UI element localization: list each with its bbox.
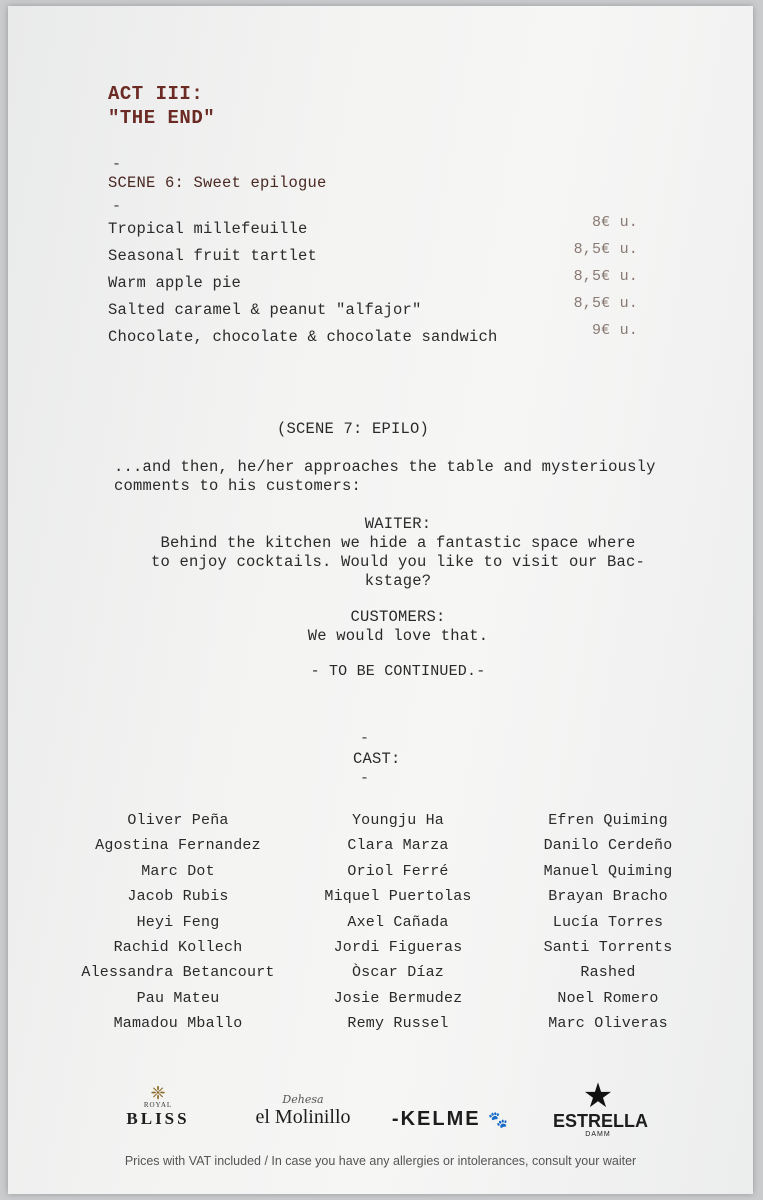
menu-item-price: 8,5€ u. [573,295,638,312]
cast-member: Remy Russel [347,1015,449,1033]
act-title-line1: ACT III: [108,83,204,105]
cast-member: Jacob Rubis [127,888,229,906]
cast-title: CAST: [353,750,401,768]
dehesa-el-molinillo-logo [248,1094,358,1128]
to-be-continued: - TO BE CONTINUED.- [310,663,486,680]
cast-member: Clara Marza [347,837,449,855]
divider-dash: - [112,198,122,215]
cast-member: Brayan Bracho [548,888,668,906]
cast-member: Jordi Figueras [333,939,463,957]
cast-column [498,808,718,1037]
estrella-logo-text: ESTRELLA [553,1111,649,1131]
waiter-line: to enjoy cocktails. Would you like to visit our Bac- [150,553,646,571]
menu-item [108,322,648,355]
menu-item-price: 8,5€ u. [573,268,638,285]
cast-member: Alessandra Betancourt [81,964,275,982]
crest-icon: ❈ [150,1083,166,1103]
cast-member: Marc Dot [141,862,215,880]
dehesa-logo-text: el Molinillo [255,1106,351,1128]
menu-item [108,214,648,247]
cast-member: Youngju Ha [351,812,444,829]
kelme-logo-text: KELME [400,1108,481,1130]
sponsor-logos [8,1077,753,1146]
cast-member: Mamadou Mballo [113,1015,243,1033]
waiter-line: Behind the kitchen we hide a fantastic space where [160,534,636,552]
menu-item-name: Chocolate, chocolate & chocolate sandwich [108,328,498,346]
royal-bliss-logo [118,1083,198,1128]
cast-column [288,808,508,1037]
menu-item [108,241,648,274]
menu-item-price: 9€ u. [591,322,638,339]
cast-member: Axel Cañada [347,913,449,931]
waiter-line: kstage? [364,572,432,590]
menu-item-price: 8€ u. [591,214,638,231]
cast-list [68,808,708,1038]
scene6-title: SCENE 6: Sweet epilogue [108,174,327,192]
royal-bliss-logo-small-text: ROYAL [143,1101,173,1109]
menu-item [108,295,648,328]
cast-member: Òscar Díaz [351,964,444,982]
scene7-title: (SCENE 7: EPILO) [276,420,430,438]
cast-member: Pau Mateu [136,989,220,1007]
royal-bliss-logo-text: BLISS [126,1109,190,1128]
act-title-line2: "THE END" [108,107,216,129]
cast-member: Heyi Feng [136,913,220,931]
divider-dash: - [360,730,370,747]
cast-column [68,808,288,1037]
cast-member: Oliver Peña [127,812,229,829]
cast-member: Rachid Kollech [113,939,243,957]
customers-dialogue: We would love that. [307,627,489,645]
kelme-logo-dash: - [391,1108,401,1130]
menu-item-name: Tropical millefeuille [108,220,308,238]
customers-label: CUSTOMERS: [350,608,446,626]
menu-item [108,268,648,301]
divider-dash: - [360,770,370,787]
cast-member: Santi Torrents [543,939,673,957]
cast-member: Noel Romero [557,989,659,1007]
menu-item-name: Seasonal fruit tartlet [108,247,318,265]
estrella-damm-logo [553,1077,649,1139]
cast-member: Josie Bermudez [333,989,463,1007]
act-title [108,82,215,130]
menu-item-name: Warm apple pie [108,274,242,292]
cast-member: Miquel Puertolas [324,888,472,906]
footer-note: Prices with VAT included / In case you have any allergies or intolerances, consult your waiter [124,1154,637,1168]
menu-item-price: 8,5€ u. [573,241,638,258]
cast-member: Efren Quiming [548,812,668,829]
dessert-menu [108,214,648,355]
cast-member: Marc Oliveras [548,1015,668,1033]
waiter-dialogue [68,534,728,591]
menu-item-name: Salted caramel & peanut "alfajor" [108,301,422,319]
cast-member: Agostina Fernandez [95,837,261,855]
estrella-logo-small-text: DAMM [585,1131,611,1138]
menu-page [8,6,753,1194]
waiter-label: WAITER: [364,515,432,533]
cast-member: Danilo Cerdeño [543,837,673,855]
star-icon: ★ [582,1077,614,1115]
paw-icon: 🐾 [488,1112,511,1129]
cast-member: Rashed [580,964,636,982]
scene7-narration: ...and then, he/her approaches the table and mysteriously comments to his customers: [114,458,656,495]
cast-member: Manuel Quiming [543,862,673,880]
kelme-logo [376,1108,526,1131]
dehesa-logo-script: Dehesa [282,1093,324,1106]
cast-member: Oriol Ferré [347,862,449,880]
divider-dash: - [112,156,122,173]
cast-member: Lucía Torres [552,913,664,931]
